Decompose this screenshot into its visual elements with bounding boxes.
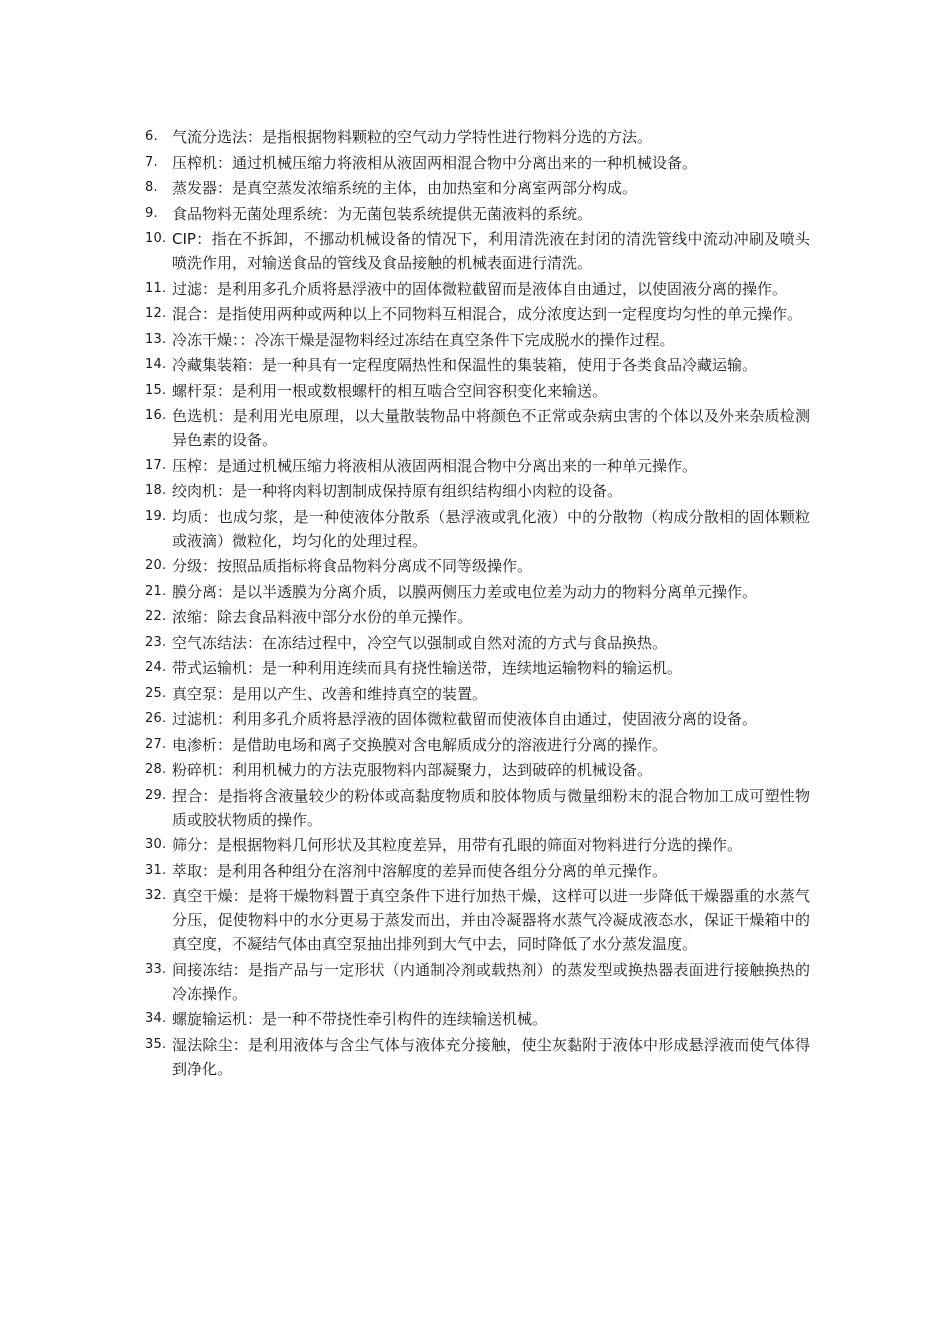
- item-text: 冷藏集装箱：是一种具有一定程度隔热性和保温性的集装箱，使用于各类食品冷藏运输。: [172, 356, 758, 374]
- item-number: 23.: [145, 634, 167, 650]
- list-item: [145, 958, 810, 1006]
- item-text: 压榨：是通过机械压缩力将液相从液固两相混合物中分离出来的一种单元操作。: [172, 456, 698, 475]
- list-item: [145, 277, 810, 301]
- item-number: 18.: [145, 483, 167, 498]
- item-text: 螺杆泵：是利用一根或数根螺杆的相互啮合空间容积变化来输送。: [172, 381, 608, 400]
- item-text: 冷冻干燥：：冷冻干燥是湿物料经过冻结在真空条件下完成脱水的操作过程。: [172, 330, 675, 349]
- item-text: 捏合：是指将含液量较少的粉体或高黏度物质和胶体物质与微量细粉末的混合物加工成可塑性物质或胶状物质的操作。: [172, 786, 810, 829]
- list-item: [145, 733, 810, 757]
- item-text: 湿法除尘：是利用液体与含尘气体与液体充分接触，使尘灰黏附于液体中形成悬浮液而使气体得到净化。: [172, 1035, 810, 1078]
- item-number: 16.: [145, 408, 167, 423]
- item-text: 分级：按照品质指标将食品物料分离成不同等级操作。: [172, 557, 533, 575]
- list-item: [145, 682, 810, 706]
- item-number: 24.: [145, 660, 167, 675]
- item-text: 压榨机：通过机械压缩力将液相从液固两相混合物中分离出来的一种机械设备。: [172, 153, 698, 172]
- item-number: 15.: [145, 382, 167, 398]
- list-item: [145, 707, 810, 731]
- list-item: [145, 227, 810, 275]
- item-number: 8.: [145, 180, 158, 195]
- list-item: [145, 353, 810, 377]
- item-text: 空气冻结法：在冻结过程中，冷空气以强制或自然对流的方式与食品换热。: [172, 633, 668, 652]
- item-text: 真空泵：是用以产生、改善和维持真空的装置。: [172, 684, 488, 703]
- item-text: 电渗析：是借助电场和离子交换膜对含电解质成分的溶液进行分离的操作。: [172, 735, 668, 754]
- item-text: 萃取：是利用各种组分在溶剂中溶解度的差异而使各组分分离的单元操作。: [172, 861, 668, 880]
- list-item: [145, 1007, 810, 1031]
- item-text: 膜分离：是以半透膜为分离介质，以膜两侧压力差或电位差为动力的物料分离单元操作。: [172, 582, 758, 601]
- item-text: 过滤机：利用多孔介质将悬浮液的固体微粒截留而使液体自由通过，使固液分离的设备。: [172, 710, 758, 728]
- list-item: [145, 454, 810, 478]
- list-item: [145, 125, 810, 149]
- item-text: 带式运输机：是一种利用连续而具有挠性输送带，连续地运输物料的输运机。: [172, 659, 683, 677]
- item-text: 混合：是指使用两种或两种以上不同物料互相混合，成分浓度达到一定程度均匀性的单元操作。: [172, 305, 803, 323]
- item-number: 19.: [145, 508, 167, 524]
- item-number: 21.: [145, 583, 167, 599]
- list-item: [145, 302, 810, 326]
- list-item: [145, 884, 810, 956]
- item-text: 气流分选法：是指根据物料颗粒的空气动力学特性进行物料分选的方法。: [172, 128, 653, 146]
- list-item: [145, 605, 810, 629]
- item-text: 蒸发器：是真空蒸发浓缩系统的主体，由加热室和分离室两部分构成。: [172, 179, 638, 197]
- list-item: [145, 176, 810, 200]
- item-number: 26.: [145, 711, 167, 726]
- list-item: [145, 656, 810, 680]
- item-text: 间接冻结：是指产品与一定形状（内通制冷剂或载热剂）的蒸发型或换热器表面进行接触换热的冷冻操作。: [172, 960, 810, 1003]
- item-number: 34.: [145, 1011, 167, 1026]
- item-text: 色选机：是利用光电原理，以大量散装物品中将颜色不正常或杂病虫害的个体以及外来杂质检测异色素的设备。: [172, 407, 810, 449]
- list-item: [145, 758, 810, 782]
- item-text: 粉碎机：利用机械力的方法克服物料内部凝聚力，达到破碎的机械设备。: [172, 761, 653, 779]
- item-number: 33.: [145, 961, 167, 977]
- item-text: CIP：指在不拆卸，不挪动机械设备的情况下，利用清洗液在封闭的清洗管线中流动冲刷及喷头喷洗作用，对输送食品的管线及食品接触的机械表面进行清洗。: [172, 230, 810, 272]
- item-text: 食品物料无菌处理系统：为无菌包装系统提供无菌液料的系统。: [172, 204, 593, 223]
- item-text: 绞肉机：是一种将肉料切割制成保持原有组织结构细小肉粒的设备。: [172, 482, 623, 500]
- item-text: 浓缩：除去食品料液中部分水份的单元操作。: [172, 608, 473, 626]
- definition-list: [145, 125, 810, 1082]
- list-item: [145, 328, 810, 352]
- list-item: [145, 1033, 810, 1081]
- item-number: 32.: [145, 888, 167, 903]
- list-item: [145, 554, 810, 578]
- list-item: [145, 151, 810, 175]
- item-number: 17.: [145, 457, 167, 473]
- item-number: 12.: [145, 306, 167, 321]
- list-item: [145, 784, 810, 832]
- item-text: 真空干燥：是将干燥物料置于真空条件下进行加热干燥，这样可以进一步降低干燥器重的水蒸气分压，促使物料中的水分更易于蒸发而出，并由冷凝器将水蒸气冷凝成液态水，保证干燥箱中的真空度，不凝结气体由真空泵抽出排列到大气中去，同时降低了水分蒸发温度。: [172, 887, 810, 953]
- item-number: 13.: [145, 331, 167, 347]
- item-text: 筛分：是根据物料几何形状及其粒度差异，用带有孔眼的筛面对物料进行分选的操作。: [172, 836, 743, 854]
- item-number: 31.: [145, 862, 167, 878]
- item-number: 11.: [145, 280, 167, 296]
- item-number: 7.: [145, 154, 158, 170]
- item-number: 10.: [145, 231, 167, 246]
- list-item: [145, 202, 810, 226]
- item-number: 29.: [145, 787, 167, 803]
- item-number: 25.: [145, 685, 167, 701]
- item-text: 螺旋输运机：是一种不带挠性牵引构件的连续输送机械。: [172, 1010, 548, 1028]
- item-number: 35.: [145, 1036, 167, 1052]
- item-number: 14.: [145, 357, 167, 372]
- item-number: 30.: [145, 837, 167, 852]
- list-item: [145, 379, 810, 403]
- item-number: 28.: [145, 762, 167, 777]
- item-text: 过滤：是利用多孔介质将悬浮液中的固体微粒截留而是液体自由通过，以使固液分离的操作。: [172, 279, 788, 298]
- list-item: [145, 859, 810, 883]
- list-item: [145, 505, 810, 553]
- list-item: [145, 404, 810, 452]
- list-item: [145, 833, 810, 857]
- item-number: 9.: [145, 205, 158, 221]
- item-number: 20.: [145, 558, 167, 573]
- list-item: [145, 631, 810, 655]
- item-number: 6.: [145, 129, 158, 144]
- list-item: [145, 580, 810, 604]
- item-number: 27.: [145, 736, 167, 752]
- item-text: 均质：也成匀浆，是一种使液体分散系（悬浮液或乳化液）中的分散物（构成分散相的固体颗粒或液滴）微粒化，均匀化的处理过程。: [172, 507, 810, 550]
- item-number: 22.: [145, 609, 167, 624]
- list-item: [145, 479, 810, 503]
